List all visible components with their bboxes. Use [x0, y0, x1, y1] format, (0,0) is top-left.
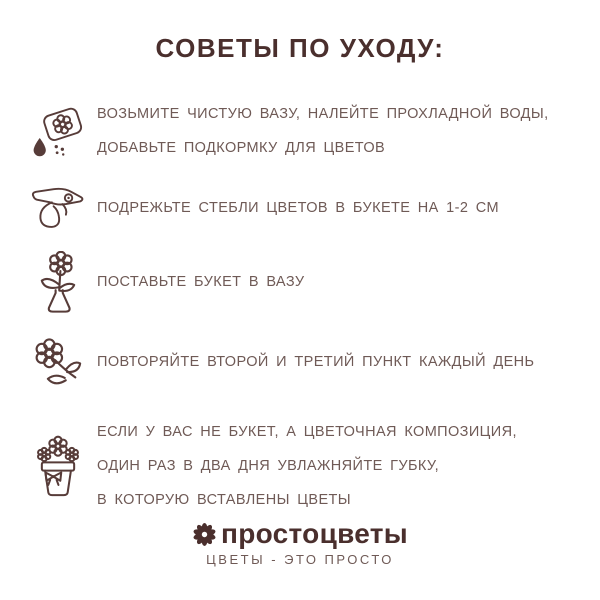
tip-text-5 [97, 415, 517, 517]
tip-item-1 [26, 94, 590, 168]
flower-pot-icon [26, 435, 90, 498]
tip-line: В КОТОРУЮ ВСТАВЛЕНЫ ЦВЕТЫ [97, 492, 352, 508]
tip-item-2 [26, 180, 590, 236]
tip-line: ВОЗЬМИТЕ ЧИСТУЮ ВАЗУ, НАЛЕЙТЕ ПРОХЛАДНОЙ ВОДЫ, [97, 106, 549, 122]
tip-line: ПОДРЕЖЬТЕ СТЕБЛИ ЦВЕТОВ В БУКЕТЕ НА 1-2 СМ [97, 200, 499, 216]
brand-name: простоцветы [221, 518, 408, 549]
tip-item-3 [26, 246, 590, 318]
tip-text-2 [97, 191, 499, 225]
flower-icon [26, 336, 90, 388]
brand-logo [0, 518, 600, 550]
tip-text-3 [97, 265, 304, 299]
flower-logo-icon [192, 522, 217, 547]
tip-line: ПОСТАВЬТЕ БУКЕТ В ВАЗУ [97, 274, 305, 290]
brand-tagline: ЦВЕТЫ - ЭТО ПРОСТО [206, 552, 394, 567]
pruning-shears-icon [26, 183, 90, 234]
page-title: СОВЕТЫ ПО УХОДУ: [155, 33, 445, 63]
tip-item-4 [26, 334, 590, 390]
tip-item-5 [26, 420, 590, 512]
tip-text-4 [97, 345, 534, 379]
flower-in-vase-icon [26, 251, 90, 314]
tip-line: ЕСЛИ У ВАС НЕ БУКЕТ, А ЦВЕТОЧНАЯ КОМПОЗИЦИЯ, [97, 424, 517, 440]
tip-text-1 [97, 97, 549, 165]
tip-line: ОДИН РАЗ В ДВА ДНЯ УВЛАЖНЯЙТЕ ГУБКУ, [97, 458, 440, 474]
tip-line: ПОВТОРЯЙТЕ ВТОРОЙ И ТРЕТИЙ ПУНКТ КАЖДЫЙ ДЕНЬ [97, 354, 535, 370]
fertilizer-packet-icon [26, 102, 90, 160]
tip-line: ДОБАВЬТЕ ПОДКОРМКУ ДЛЯ ЦВЕТОВ [97, 140, 386, 156]
